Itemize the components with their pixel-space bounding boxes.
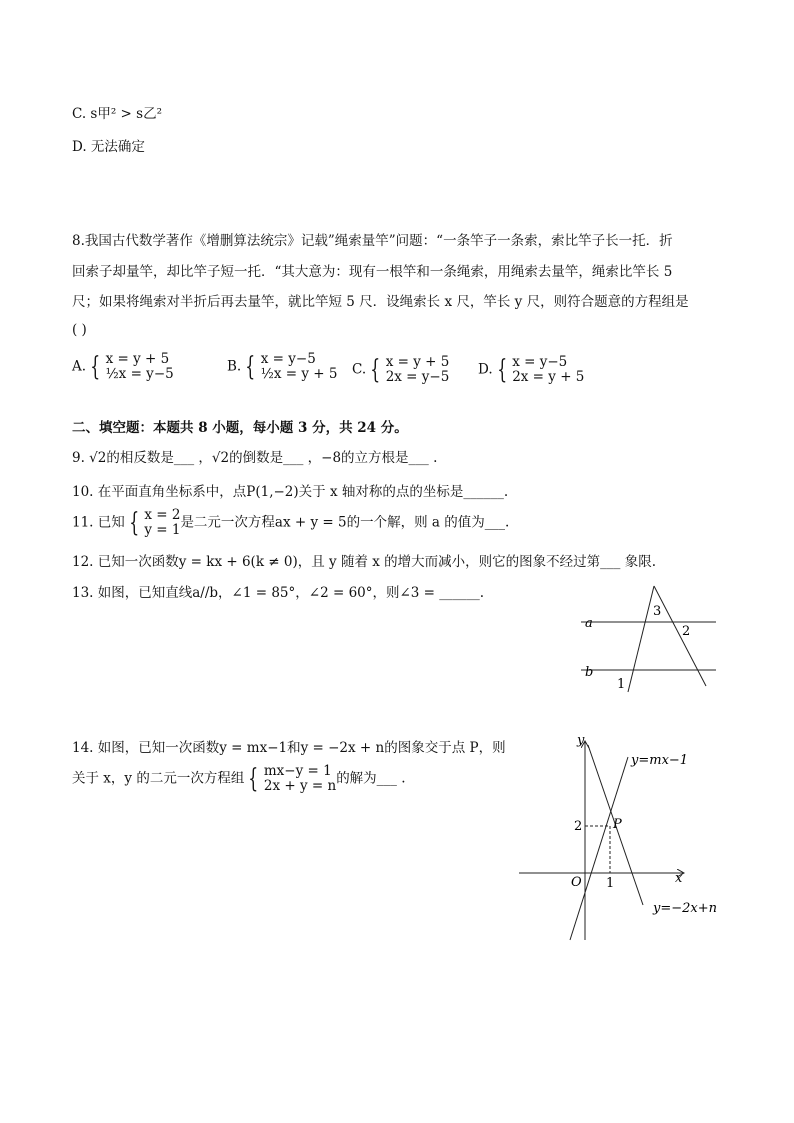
q12: 12. 已知一次函数y = kx + 6(k ≠ 0)，且 y 随着 x 的增大而减小，则它的图象不经过第___ 象限.	[72, 554, 656, 570]
q13-figure	[575, 580, 725, 700]
line-y-mx-1	[570, 757, 628, 940]
q10: 10. 在平面直角坐标系中，点P(1,−2)关于 x 轴对称的点的坐标是______.	[72, 484, 509, 500]
x-axis-label: x	[675, 871, 683, 886]
q8-line3: 尺；如果将绳索对半折后再去量竿，就比竿短 5 尺．设绳索长 x 尺，竿长 y 尺，则符合题意的方程组是	[72, 294, 689, 310]
q8-option-d: D. { x = y−5 2x = y + 5	[478, 354, 585, 385]
q14-line2: 关于 x，y 的二元一次方程组 { mx−y = 1 2x + y = n 的解为___ .	[72, 763, 406, 794]
tick-y-2: 2	[574, 819, 583, 834]
q11: 11. 已知 { x = 2 y = 1 是二元一次方程ax + y = 5的一个解，则 a 的值为___.	[72, 507, 510, 538]
line2-label: y=−2x+n	[653, 901, 717, 916]
q14-line1: 14. 如图，已知一次函数y = mx−1和y = −2x + n的图象交于点 P，则	[72, 740, 506, 756]
label-b: b	[585, 665, 594, 680]
section2-title: 二、填空题：本题共 8 小题，每小题 3 分，共 24 分。	[72, 420, 408, 436]
q14-figure	[515, 730, 735, 945]
y-axis-label: y	[577, 733, 585, 748]
transversal-1	[628, 586, 654, 692]
origin-label: O	[571, 875, 582, 890]
label-a: a	[585, 616, 593, 631]
angle-2-label: 2	[682, 624, 691, 639]
q9: 9. √2的相反数是___ ，√2的倒数是___ ，−8的立方根是___ .	[72, 450, 438, 466]
option-d: D. 无法确定	[72, 139, 145, 155]
point-p-label: P	[613, 817, 622, 832]
q8-option-b: B. { x = y−5 ½x = y + 5	[227, 351, 338, 382]
tick-x-1: 1	[606, 876, 615, 891]
angle-1-label: 1	[617, 677, 626, 692]
q8-option-a: A. { x = y + 5 ½x = y−5	[72, 351, 174, 382]
q8-line4: ( )	[72, 322, 87, 338]
q13-text: 13. 如图，已知直线a//b，∠1 = 85°，∠2 = 60°，则∠3 = ______.	[72, 585, 485, 601]
option-c: C. s甲² > s乙²	[72, 106, 163, 122]
line1-label: y=mx−1	[631, 753, 689, 768]
q8-line2: 回索子却量竿，却比竿子短一托．“其大意为：现有一根竿和一条绳索，用绳索去量竿，绳索比竿长 5	[72, 264, 673, 280]
angle-3-label: 3	[653, 604, 662, 619]
q8-line1: 8.我国古代数学著作《增删算法统宗》记载”绳索量竿”问题：“一条竿子一条索，索比竿子长一托．折	[72, 233, 673, 249]
transversal-2	[654, 586, 706, 686]
q8-option-c: C. { x = y + 5 2x = y−5	[352, 354, 450, 385]
